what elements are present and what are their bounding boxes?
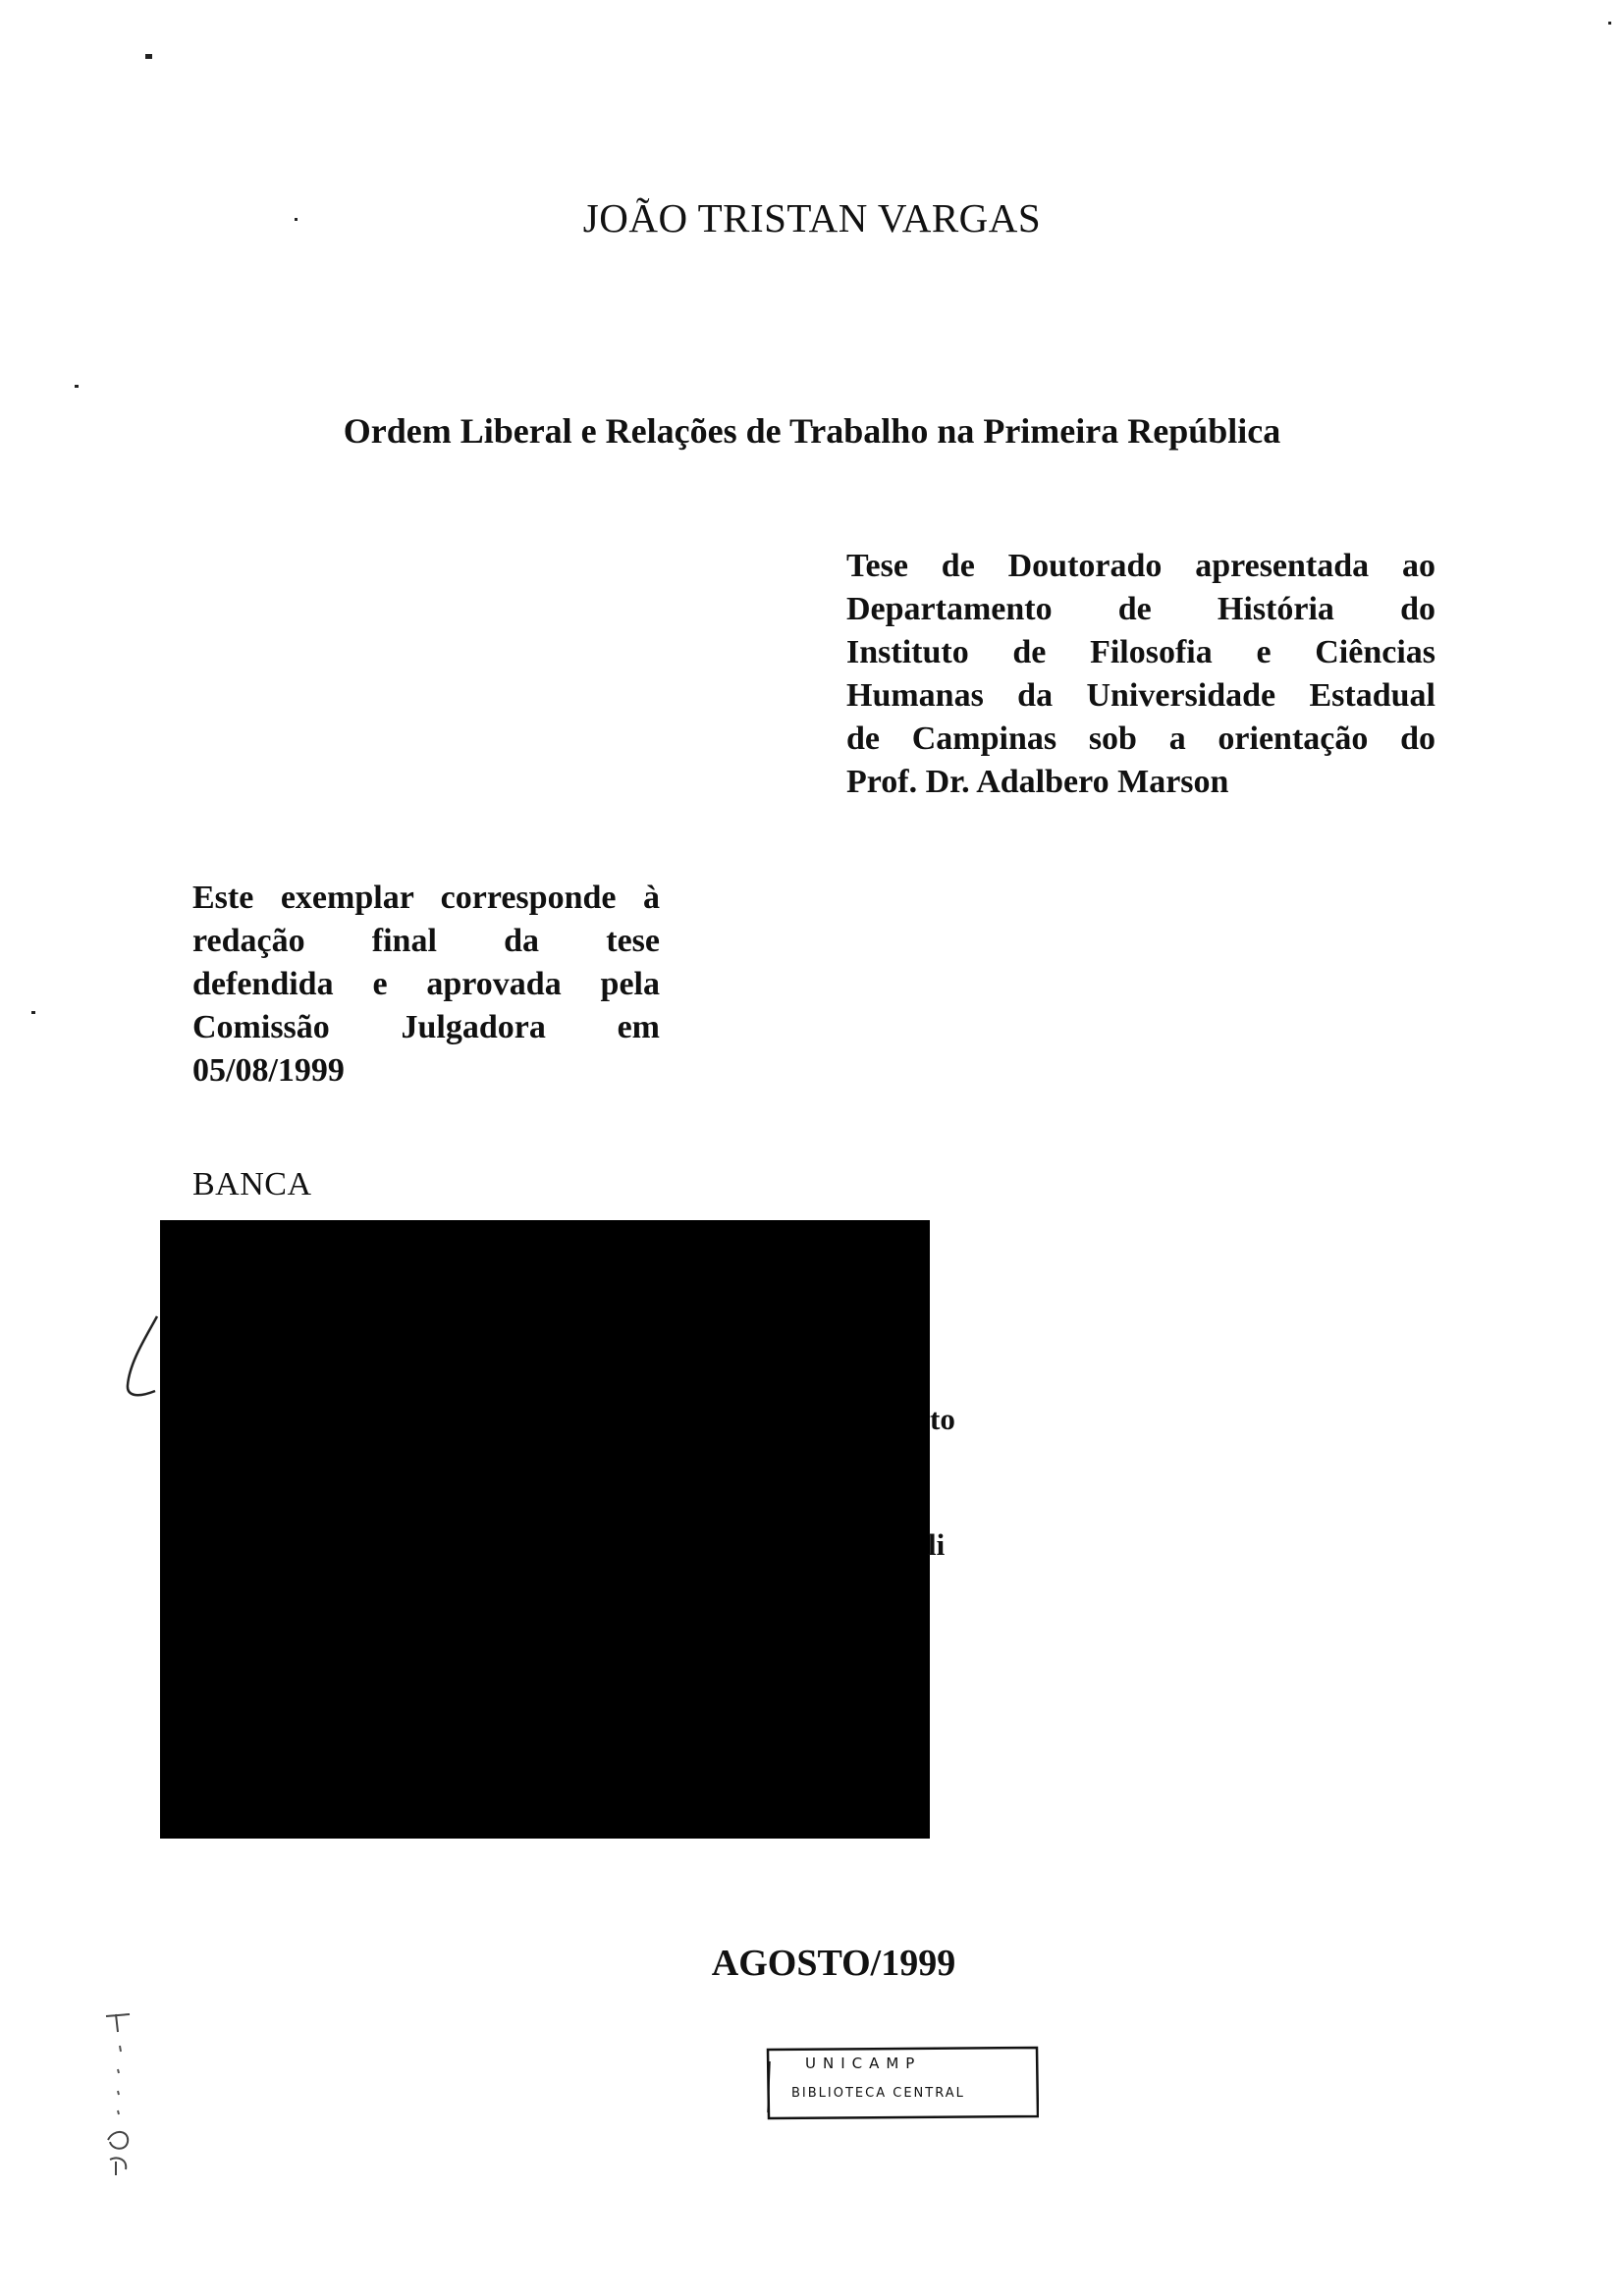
description-line: Departamento de História do: [846, 591, 1435, 627]
description-line: Prof. Dr. Adalbero Marson: [846, 764, 1229, 800]
scan-speck: [1608, 22, 1611, 25]
approval-line: Este exemplar corresponde à: [192, 880, 660, 916]
thesis-description: [846, 545, 1435, 804]
thesis-title: Ordem Liberal e Relações de Trabalho na Primeira República: [343, 411, 1281, 451]
approval-line: redação final da tese: [192, 923, 660, 959]
margin-scribble: [88, 2012, 147, 2179]
author-name: JOÃO TRISTAN VARGAS: [582, 195, 1042, 240]
banca-heading: BANCA: [192, 1166, 312, 1202]
stamp-line-1: UNICAMP: [805, 2055, 922, 2072]
approval-line: defendida e aprovada pela: [192, 966, 660, 1002]
stamp-line-2: BIBLIOTECA CENTRAL: [791, 2086, 965, 2101]
description-line: Instituto de Filosofia e Ciências: [846, 634, 1435, 670]
banca-fragment: to: [930, 1402, 955, 1436]
banca-fragment: li: [928, 1527, 946, 1562]
scan-speck: [145, 54, 152, 59]
description-line: Humanas da Universidade Estadual: [846, 677, 1435, 714]
description-line: Tese de Doutorado apresentada ao: [846, 548, 1435, 584]
approval-line: 05/08/1999: [192, 1052, 345, 1089]
scan-speck: [75, 385, 79, 388]
submission-date: AGOSTO/1999: [711, 1943, 956, 1984]
approval-note: [192, 877, 660, 1093]
scan-speck: [31, 1011, 35, 1014]
redaction-box: [160, 1220, 930, 1839]
description-line: de Campinas sob a orientação do: [846, 721, 1435, 757]
approval-line: Comissão Julgadora em: [192, 1009, 660, 1045]
